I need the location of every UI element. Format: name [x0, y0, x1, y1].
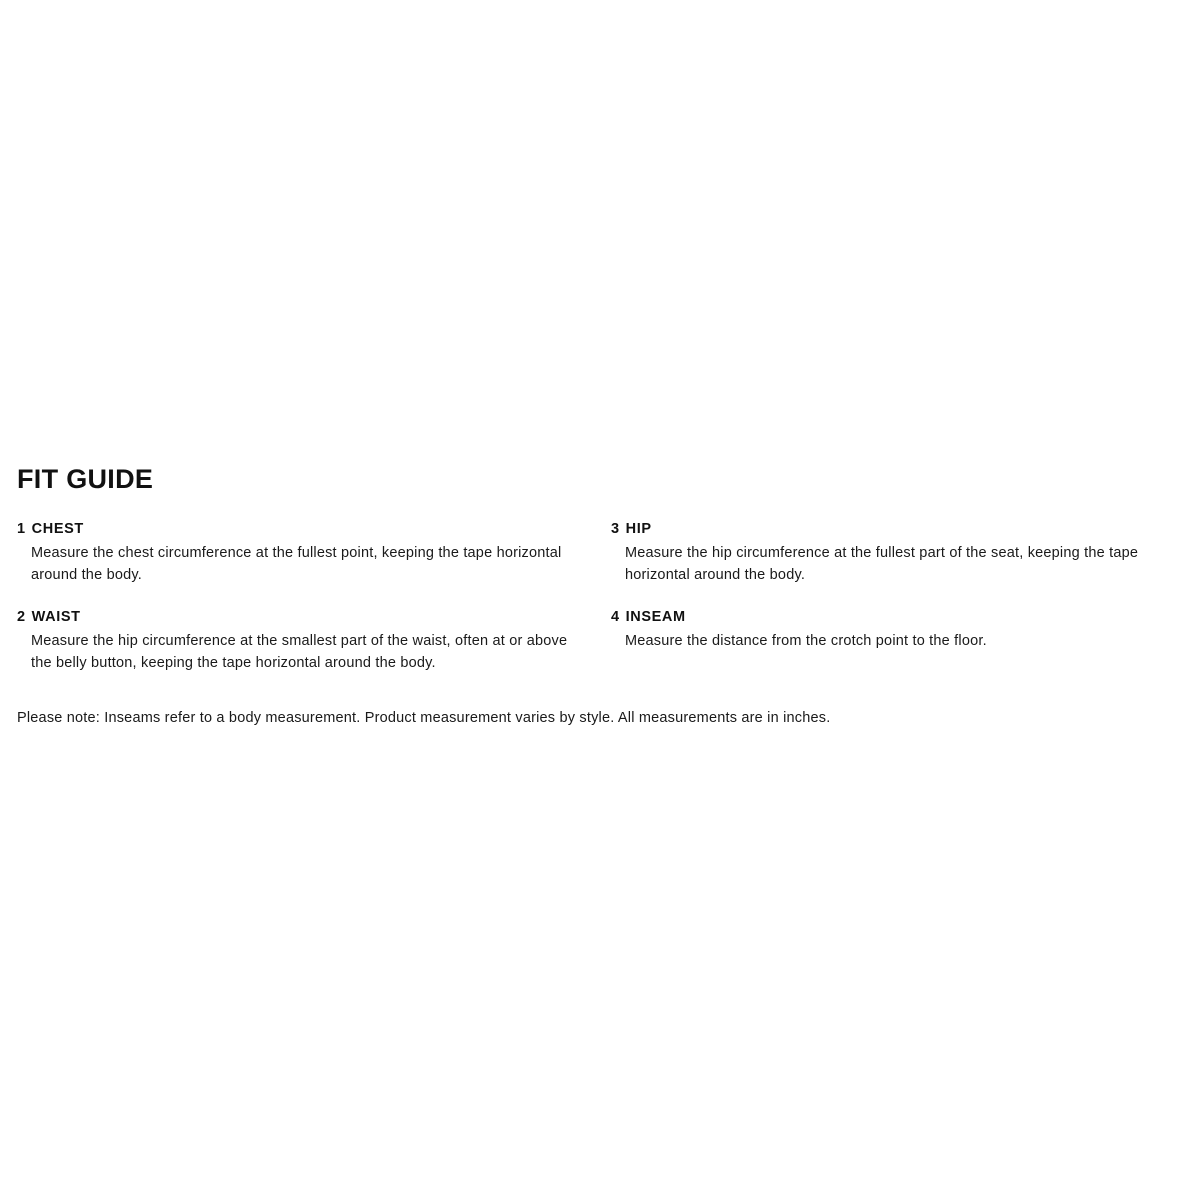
measurement-label: WAIST [31, 609, 81, 625]
measurement-heading [17, 520, 587, 538]
measurement-column-right [611, 520, 1181, 674]
measurement-label: CHEST [31, 521, 84, 537]
measurement-description: Measure the distance from the crotch point to the floor. [625, 633, 987, 649]
measurement-description: Measure the hip circumference at the smallest part of the waist, often at or above the belly button, keeping the tape horizontal around the body. [31, 633, 568, 671]
fit-guide-section [17, 462, 1187, 726]
measurement-number: 1 [17, 521, 26, 537]
measurement-column-left [17, 520, 587, 696]
measurement-label: HIP [625, 521, 652, 537]
measurement-number: 4 [611, 609, 620, 625]
measurement-description: Measure the hip circumference at the fullest part of the seat, keeping the tape horizontal around the body. [625, 545, 1139, 583]
measurement-heading [611, 608, 1181, 626]
measurement-number: 2 [17, 609, 26, 625]
measurement-number: 3 [611, 521, 620, 537]
measurement-item-hip [611, 520, 1181, 586]
measurement-columns [17, 520, 1187, 688]
measurement-heading [17, 608, 587, 626]
measurement-note: Please note: Inseams refer to a body measurement. Product measurement varies by style. All measurements are in inches. [17, 710, 831, 726]
measurement-item-chest [17, 520, 587, 586]
measurement-item-waist [17, 608, 587, 674]
measurement-label: INSEAM [625, 609, 686, 625]
page-title: FIT GUIDE [17, 464, 154, 494]
measurement-item-inseam [611, 608, 1181, 652]
measurement-heading [611, 520, 1181, 538]
measurement-description: Measure the chest circumference at the fullest point, keeping the tape horizontal around the body. [31, 545, 562, 583]
